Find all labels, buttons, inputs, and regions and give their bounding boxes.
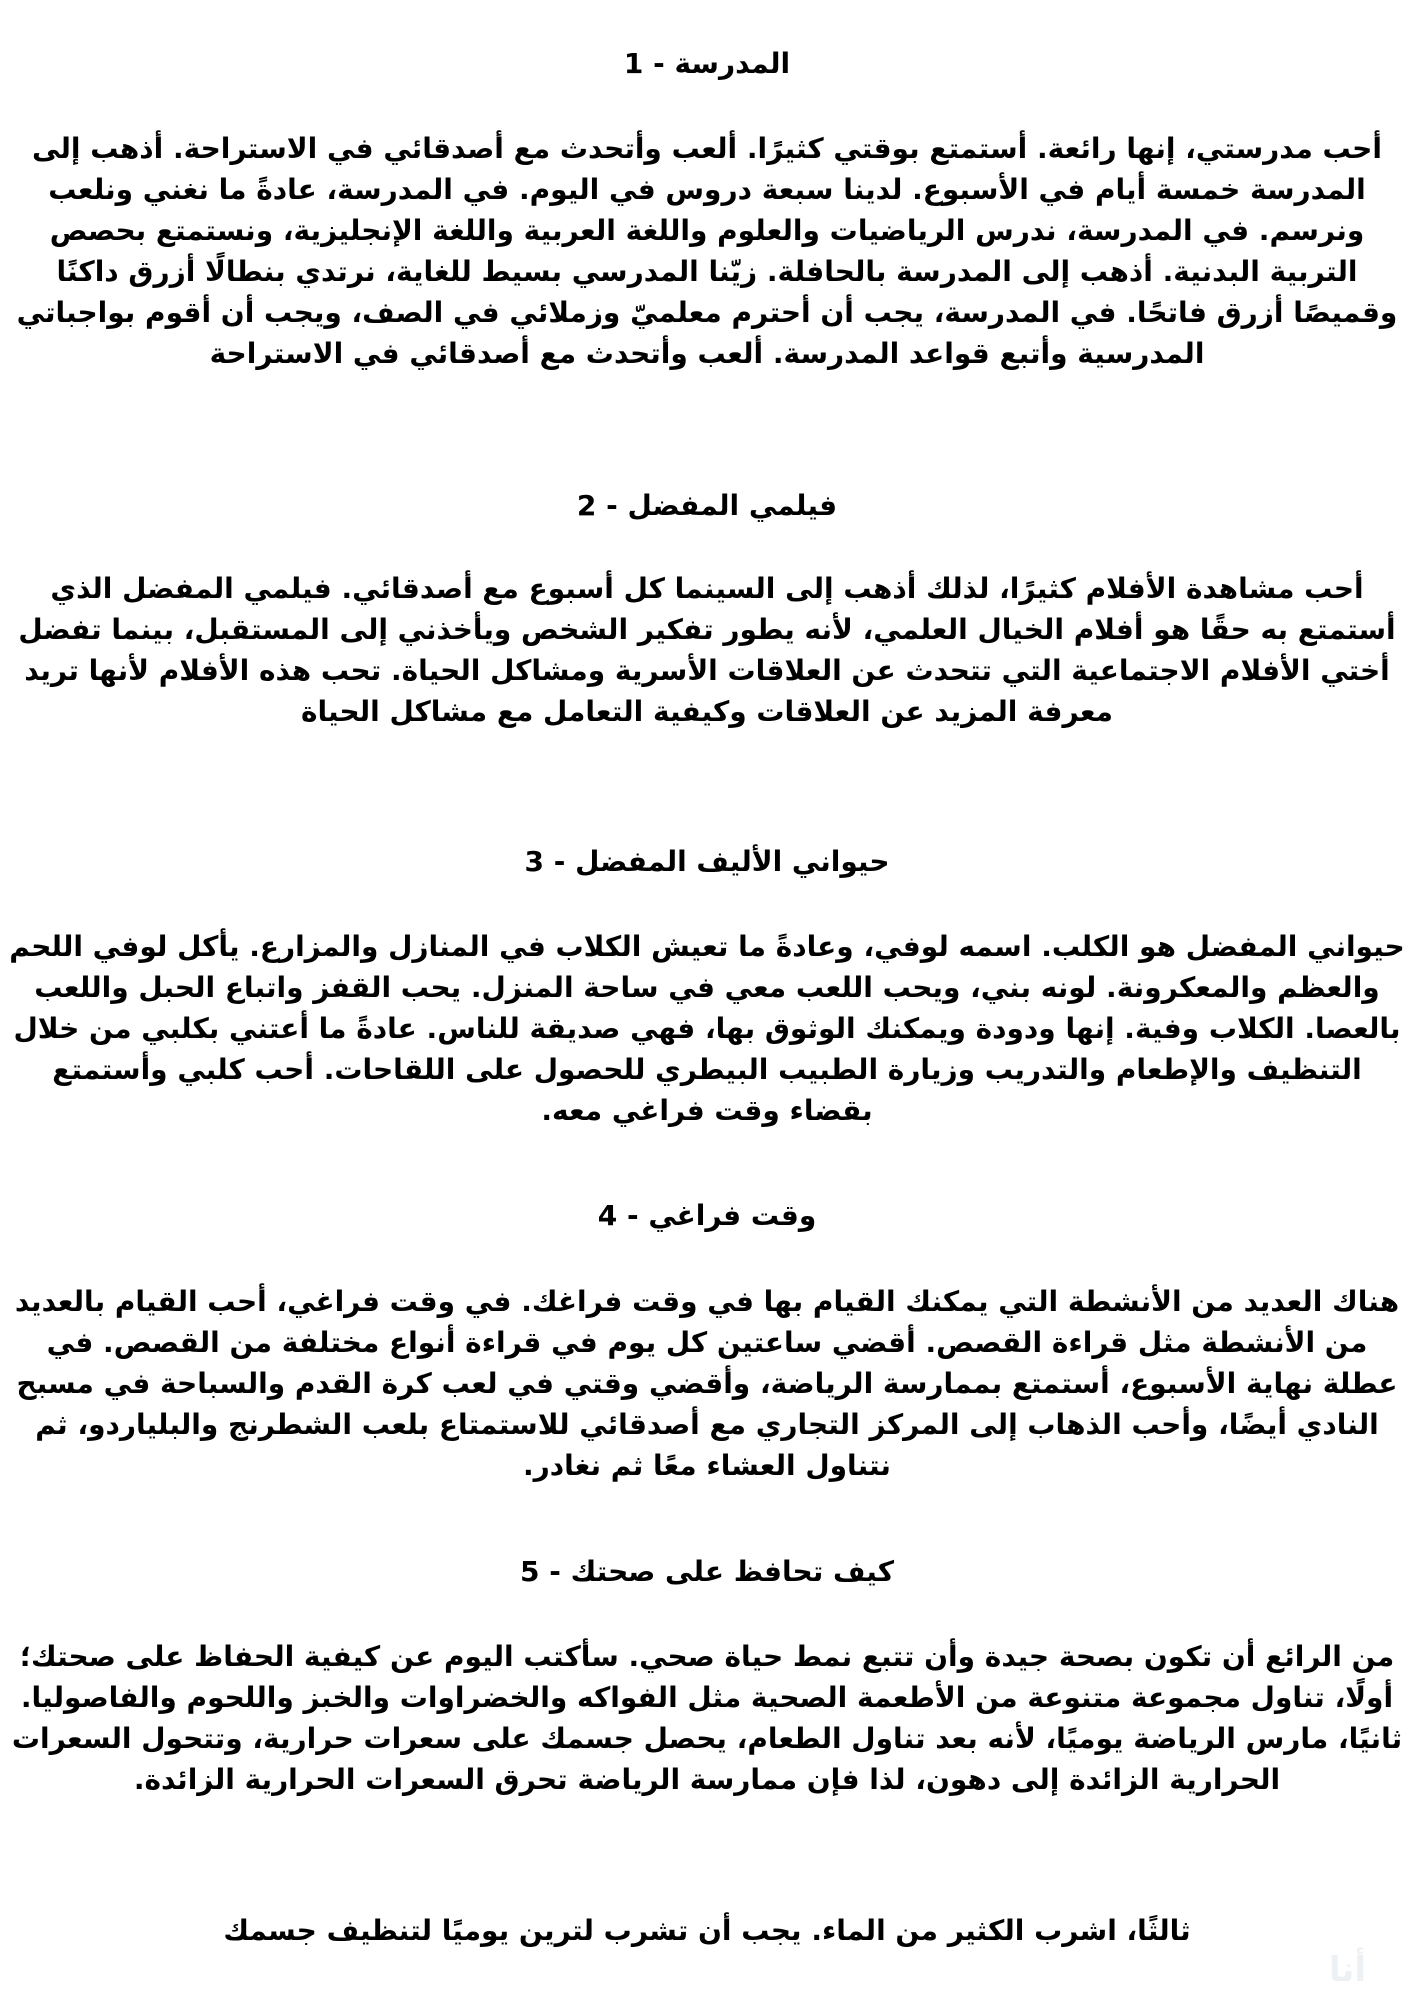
section-1-body: أحب مدرستي، إنها رائعة. أستمتع بوقتي كثيرًا. ألعب وأتحدث مع أصدقائي في الاستراحة. أذهب إلى المدرسة خمسة أيام في الأسبوع. لدينا سبعة دروس في اليوم. في المدرسة، عادةً ما نغني ونلعب ونرسم. في المدرسة، ندرس الرياضيات والعلوم واللغة العربية واللغة الإنجليزية، ونستمتع بحصص التربية البدنية. أذهب إلى المدرسة بالحافلة. زيّنا المدرسي بسيط للغاية، نرتدي بنطالًا أزرق داكنًا وقميصًا أزرق فاتحًا. في المدرسة، يجب أن أحترم معلميّ وزملائي في الصف، ويجب أن أقوم بواجباتي المدرسية وأتبع قواعد المدرسة. ألعب وأتحدث مع أصدقائي في الاستراحة (16, 132, 1398, 370)
section-1-title: المدرسة - 1 (623, 47, 791, 80)
section-2-title: فيلمي المفضل - 2 (576, 489, 838, 522)
watermark-logo: أنا (1328, 1950, 1366, 1990)
section-4-title: وقت فراغي - 4 (597, 1199, 817, 1232)
section-3-title: حيواني الأليف المفضل - 3 (524, 845, 890, 878)
section-3-body: حيواني المفضل هو الكلب. اسمه لوفي، وعادةً ما تعيش الكلاب في المنازل والمزارع. يأكل لوفي اللحم والعظم والمعكرونة. لونه بني، ويحب اللعب معي في ساحة المنزل. يحب القفز واتباع الحبل واللعب بالعصا. الكلاب وفية. إنها ودودة ويمكنك الوثوق بها، فهي صديقة للناس. عادةً ما أعتني بكلبي من خلال التنظيف والإطعام والتدريب وزيارة الطبيب البيطري للحصول على اللقاحات. أحب كلبي وأستمتع بقضاء وقت فراغي معه. (9, 930, 1405, 1127)
section-5-body: من الرائع أن تكون بصحة جيدة وأن تتبع نمط حياة صحي. سأكتب اليوم عن كيفية الحفاظ على صحتك؛ أولًا، تناول مجموعة متنوعة من الأطعمة الصحية مثل الفواكه والخضراوات والخبز واللحوم والفاصوليا. ثانيًا، مارس الرياضة يوميًا، لأنه بعد تناول الطعام، يحصل جسمك على سعرات حرارية، وتتحول السعرات الحرارية الزائدة إلى دهون، لذا فإن ممارسة الرياضة تحرق السعرات الحرارية الزائدة. (11, 1640, 1403, 1796)
section-5-title: كيف تحافظ على صحتك - 5 (519, 1555, 895, 1588)
closing-paragraph: ثالثًا، اشرب الكثير من الماء. يجب أن تشرب لترين يوميًا لتنظيف جسمك (223, 1914, 1191, 1947)
section-4-body: هناك العديد من الأنشطة التي يمكنك القيام بها في وقت فراغك. في وقت فراغي، أحب القيام بالعديد من الأنشطة مثل قراءة القصص. أقضي ساعتين كل يوم في قراءة أنواع مختلفة من القصص. في عطلة نهاية الأسبوع، أستمتع بممارسة الرياضة، وأقضي وقتي في لعب كرة القدم والسباحة في مسبح النادي أيضًا، وأحب الذهاب إلى المركز التجاري مع أصدقائي للاستمتاع بلعب الشطرنج والبلياردو، ثم نتناول العشاء معًا ثم نغادر. (14, 1285, 1400, 1482)
section-2-body: أحب مشاهدة الأفلام كثيرًا، لذلك أذهب إلى السينما كل أسبوع مع أصدقائي. فيلمي المفضل الذي أستمتع به حقًا هو أفلام الخيال العلمي، لأنه يطور تفكير الشخص ويأخذني إلى المستقبل، بينما تفضل أختي الأفلام الاجتماعية التي تتحدث عن العلاقات الأسرية ومشاكل الحياة. تحب هذه الأفلام لأنها تريد معرفة المزيد عن العلاقات وكيفية التعامل مع مشاكل الحياة (18, 572, 1396, 728)
